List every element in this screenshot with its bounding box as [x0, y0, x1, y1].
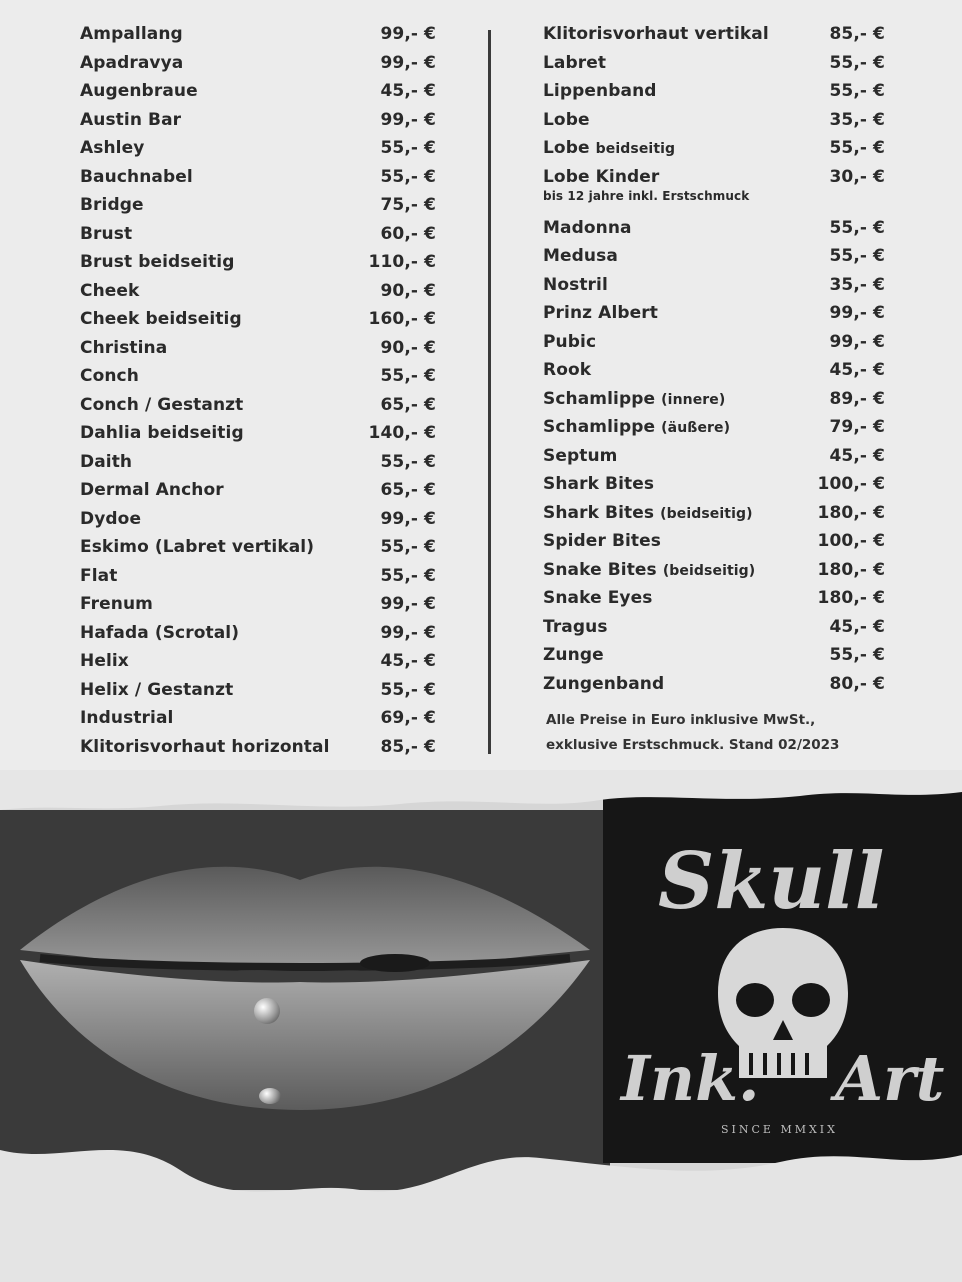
piercing-name-text: Daith: [80, 451, 133, 472]
piercing-name-text: Septum: [543, 445, 618, 466]
piercing-name-text: Austin Bar: [80, 109, 182, 130]
price-row: [543, 474, 885, 503]
piercing-name: [543, 560, 755, 580]
price-row: [543, 503, 885, 532]
piercing-name: [80, 81, 198, 101]
piercing-note: (beidseitig): [660, 505, 753, 522]
price-row: [80, 594, 436, 623]
piercing-subnote: bis 12 jahre inkl. Erstschmuck: [543, 188, 750, 203]
piercing-name-text: Lobe: [543, 109, 590, 130]
piercing-name: [543, 674, 664, 694]
piercing-name: [80, 537, 314, 557]
piercing-name: [543, 53, 606, 73]
piercing-name-text: Dahlia beidseitig: [80, 423, 244, 443]
logo-since: SINCE MMXIX: [721, 1123, 838, 1136]
price-row: [80, 224, 436, 253]
piercing-name: [543, 474, 654, 494]
price-row: [543, 138, 885, 167]
piercing-price: 55,- €: [829, 52, 885, 73]
piercing-name: [80, 651, 129, 671]
piercing-name: [80, 24, 183, 44]
piercing-name-text: Christina: [80, 337, 168, 358]
piercing-price: 99,- €: [380, 109, 436, 130]
piercing-name-text: Eskimo (Labret vertikal): [80, 537, 315, 557]
price-row: [543, 645, 885, 674]
price-row: [80, 566, 436, 595]
price-row: [80, 252, 436, 281]
piercing-name-text: Bridge: [80, 195, 144, 215]
piercing-name-text: Cheek: [80, 280, 140, 301]
price-row: [80, 338, 436, 367]
piercing-price: 35,- €: [829, 274, 885, 295]
piercing-name: [80, 167, 193, 187]
piercing-name: [80, 281, 139, 301]
price-row: [80, 138, 436, 167]
piercing-name: [543, 81, 657, 101]
piercing-price: 85,- €: [380, 736, 436, 757]
piercing-note: (innere): [661, 391, 726, 408]
piercing-name-text: Nostril: [543, 274, 608, 295]
torn-paper-edge-top: [0, 770, 962, 830]
price-row: [543, 531, 885, 560]
price-row: [80, 452, 436, 481]
logo-word-ink: Ink.: [621, 1042, 760, 1115]
piercing-name-text: Helix: [80, 651, 129, 671]
price-row: [543, 360, 885, 389]
piercing-name-text: Klitorisvorhaut vertikal: [543, 24, 769, 44]
piercing-name: [80, 708, 173, 728]
piercing-name: [543, 246, 618, 266]
price-row: [543, 110, 885, 139]
piercing-name: [543, 503, 753, 523]
piercing-name: [80, 509, 141, 529]
piercing-price: 65,- €: [380, 394, 436, 415]
piercing-name-text: Snake Eyes: [543, 588, 653, 608]
piercing-price: 45,- €: [380, 651, 436, 671]
piercing-name-text: Zunge: [543, 645, 604, 665]
piercing-price: 99,- €: [380, 594, 436, 614]
piercing-price: 100,- €: [817, 474, 885, 494]
piercing-price: 180,- €: [817, 502, 885, 523]
piercing-price: 55,- €: [829, 81, 885, 101]
price-row: [543, 275, 885, 304]
price-list-left-column: [80, 24, 436, 765]
piercing-name-text: Lobe: [543, 138, 590, 158]
price-row: [543, 674, 885, 703]
piercing-name-text: Brust: [80, 223, 133, 244]
piercing-price: 180,- €: [817, 559, 885, 580]
piercing-name: [80, 566, 117, 586]
piercing-name-text: Dermal Anchor: [80, 480, 224, 500]
price-row: [80, 366, 436, 395]
price-row: [80, 651, 436, 680]
piercing-name-text: Ashley: [80, 138, 145, 158]
piercing-price: 85,- €: [829, 24, 885, 44]
piercing-price: 45,- €: [829, 616, 885, 637]
price-footnote: [546, 708, 886, 758]
piercing-name-text: Flat: [80, 565, 118, 586]
piercing-name-text: Zungenband: [543, 673, 665, 694]
piercing-price: 45,- €: [380, 81, 436, 101]
price-row: [80, 53, 436, 82]
piercing-name-text: Apadravya: [80, 52, 184, 73]
piercing-price: 55,- €: [380, 679, 436, 700]
piercing-price: 30,- €: [829, 166, 885, 187]
piercing-name: [543, 167, 749, 203]
piercing-name: [80, 480, 224, 500]
price-row: [80, 480, 436, 509]
piercing-name: [543, 389, 725, 409]
piercing-price: 89,- €: [829, 388, 885, 409]
piercing-price: 80,- €: [829, 673, 885, 694]
piercing-name-text: Industrial: [80, 708, 174, 728]
price-row: [543, 332, 885, 361]
piercing-name: [543, 303, 658, 323]
piercing-name-text: Pubic: [543, 331, 597, 352]
piercing-name-text: Lobe Kinder: [543, 166, 660, 187]
price-row: [543, 246, 885, 275]
piercing-name-text: Dydoe: [80, 508, 142, 529]
piercing-name-text: Shark Bites: [543, 502, 655, 523]
price-list-right-column: [543, 24, 885, 702]
piercing-price: 69,- €: [380, 708, 436, 728]
piercing-name-text: Bauchnabel: [80, 166, 193, 187]
piercing-stud-upper: [254, 998, 280, 1024]
torn-paper-edge-bottom: [0, 1110, 962, 1282]
piercing-name-text: Schamlippe: [543, 388, 656, 409]
column-divider: [488, 30, 491, 754]
piercing-name: [543, 110, 590, 130]
piercing-price: 55,- €: [380, 565, 436, 586]
piercing-name-text: Ampallang: [80, 24, 183, 44]
piercing-name: [80, 737, 330, 757]
piercing-price: 99,- €: [829, 331, 885, 352]
price-row: [80, 423, 436, 452]
piercing-name: [80, 680, 233, 700]
piercing-name: [80, 452, 132, 472]
price-row: [80, 281, 436, 310]
piercing-name: [543, 275, 608, 295]
price-row: [80, 167, 436, 196]
price-row: [543, 588, 885, 617]
piercing-price: 55,- €: [829, 246, 885, 266]
price-row: [80, 680, 436, 709]
price-row: [80, 509, 436, 538]
piercing-name: [80, 224, 132, 244]
logo-word-art: Art: [835, 1042, 945, 1115]
piercing-price: 140,- €: [368, 423, 436, 443]
price-row: [80, 623, 436, 652]
piercing-name-text: Cheek beidseitig: [80, 309, 242, 329]
piercing-name-text: Helix / Gestanzt: [80, 679, 234, 700]
piercing-name: [543, 24, 769, 44]
piercing-price: 55,- €: [829, 217, 885, 238]
piercing-name: [543, 446, 618, 466]
piercing-name: [80, 423, 244, 443]
piercing-name: [543, 531, 661, 551]
piercing-name: [80, 53, 183, 73]
price-row: [80, 395, 436, 424]
piercing-name-text: Augenbraue: [80, 81, 198, 101]
lips-piercing-photo: [0, 770, 962, 1282]
price-row: [543, 446, 885, 475]
piercing-price: 160,- €: [368, 309, 436, 329]
piercing-name-text: Tragus: [543, 616, 608, 637]
piercing-price: 55,- €: [380, 138, 436, 158]
piercing-price: 45,- €: [829, 360, 885, 380]
piercing-name-text: Frenum: [80, 594, 153, 614]
piercing-price: 99,- €: [380, 508, 436, 529]
piercing-name-text: Hafada (Scrotal): [80, 622, 240, 643]
piercing-name: [543, 417, 730, 437]
piercing-name: [543, 588, 652, 608]
price-row: [543, 167, 885, 218]
piercing-name-text: Shark Bites: [543, 474, 655, 494]
piercing-note: (äußere): [661, 420, 731, 436]
piercing-name: [80, 110, 181, 130]
price-row: [80, 708, 436, 737]
piercing-note: (beidseitig): [662, 562, 756, 579]
price-row: [80, 737, 436, 766]
price-row: [543, 24, 885, 53]
price-row: [543, 53, 885, 82]
piercing-price: 60,- €: [380, 223, 436, 244]
piercing-name: [80, 338, 167, 358]
piercing-name: [80, 395, 243, 415]
piercing-name: [543, 218, 632, 238]
piercing-name-text: Conch: [80, 366, 139, 386]
piercing-price: 99,- €: [380, 52, 436, 73]
piercing-price: 35,- €: [829, 109, 885, 130]
piercing-name-text: Spider Bites: [543, 531, 662, 551]
piercing-stud-lower: [259, 1088, 281, 1104]
piercing-name: [80, 252, 235, 272]
piercing-price: 99,- €: [829, 303, 885, 323]
price-row: [543, 417, 885, 446]
piercing-name-text: Conch / Gestanzt: [80, 394, 244, 415]
price-row: [80, 81, 436, 110]
piercing-name: [543, 360, 591, 380]
footnote-line-2: exklusive Erstschmuck. Stand 02/2023: [546, 737, 840, 753]
piercing-name: [80, 195, 144, 215]
price-row: [543, 560, 885, 589]
piercing-price: 90,- €: [380, 280, 436, 301]
piercing-name-text: Schamlippe: [543, 417, 656, 437]
piercing-price: 99,- €: [380, 622, 436, 643]
price-row: [80, 537, 436, 566]
price-row: [80, 309, 436, 338]
piercing-price: 75,- €: [380, 195, 436, 215]
piercing-name: [80, 366, 139, 386]
price-row: [80, 195, 436, 224]
piercing-name: [543, 138, 675, 158]
piercing-price: 55,- €: [380, 166, 436, 187]
piercing-name: [80, 623, 239, 643]
piercing-name-text: Brust beidseitig: [80, 252, 235, 272]
piercing-name: [80, 594, 153, 614]
price-row: [80, 24, 436, 53]
price-row: [543, 81, 885, 110]
piercing-name-text: Madonna: [543, 217, 632, 238]
logo-word-skull: Skull: [658, 836, 885, 927]
piercing-name: [543, 617, 608, 637]
piercing-price: 100,- €: [817, 531, 885, 551]
footnote-line-1: Alle Preise in Euro inklusive MwSt.,: [546, 712, 816, 728]
piercing-name: [543, 332, 596, 352]
piercing-price: 55,- €: [829, 645, 885, 665]
piercing-price: 79,- €: [829, 417, 885, 437]
piercing-name-text: Rook: [543, 360, 592, 380]
piercing-price: 45,- €: [829, 445, 885, 466]
skull-ink-art-logo: [603, 788, 962, 1163]
piercing-name-text: Snake Bites: [543, 559, 657, 580]
piercing-name-text: Lippenband: [543, 81, 657, 101]
piercing-price: 90,- €: [380, 337, 436, 358]
piercing-name-text: Prinz Albert: [543, 303, 658, 323]
piercing-name: [80, 309, 242, 329]
price-row: [543, 617, 885, 646]
price-row: [543, 218, 885, 247]
piercing-price: 55,- €: [380, 537, 436, 557]
price-row: [80, 110, 436, 139]
piercing-price: 99,- €: [380, 24, 436, 44]
piercing-name-text: Labret: [543, 52, 607, 73]
piercing-note: beidseitig: [595, 141, 676, 157]
piercing-price: 55,- €: [380, 366, 436, 386]
piercing-name: [543, 645, 604, 665]
price-row: [543, 389, 885, 418]
piercing-price: 180,- €: [817, 588, 885, 608]
piercing-name-text: Medusa: [543, 246, 618, 266]
price-row: [543, 303, 885, 332]
piercing-price: 110,- €: [368, 252, 436, 272]
logo-graphic: [603, 788, 962, 1163]
piercing-price: 65,- €: [380, 480, 436, 500]
piercing-price: 55,- €: [829, 138, 885, 158]
piercing-name-text: Klitorisvorhaut horizontal: [80, 736, 330, 757]
piercing-name: [80, 138, 144, 158]
piercing-price: 55,- €: [380, 451, 436, 472]
